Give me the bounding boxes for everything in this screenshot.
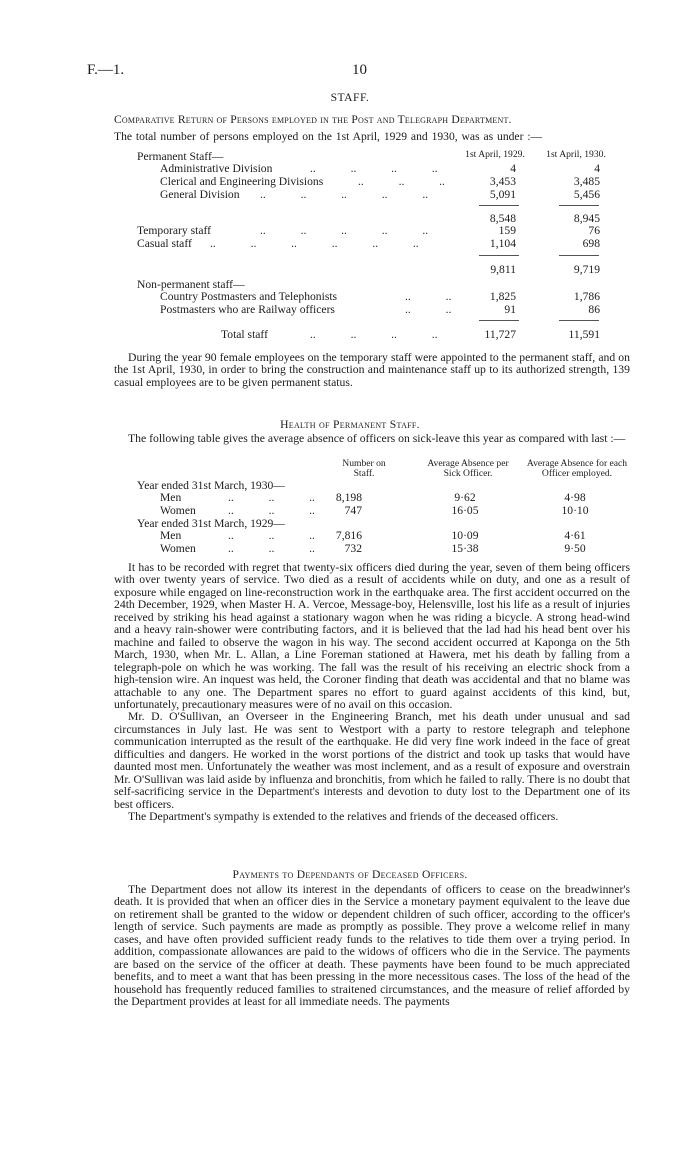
sum-rule: [479, 205, 519, 206]
leader-dots: .. .. ..: [228, 542, 315, 555]
sum-rule: [479, 255, 519, 256]
staff-note-paragraph: During the year 90 female employees on the temporary staff were appointed to the permanent staff, and on the 1st April, 1930, in order to bring the construction and maintenance staff up to its authorized strength, 139 casual employees are to be given permanent status.: [114, 351, 630, 389]
page-title: STAFF.: [330, 91, 370, 104]
osullivan-paragraph: Mr. D. O'Sullivan, an Overseer in the Engineering Branch, met his death under unusual and sad circumstances in July last. He was sent to Westport with a party to restore telegraph and telephone communication interrupted as the result of the earthquake. He did very fine work indeed in the face of great difficulties and dangers. He worked in the worst portions of the district and took up tasks that would have daunted most men. Unfortunately the weather was most inclement, and as a result of exposure and overstrain Mr. O'Sullivan was laid aside by influenza and bronchitis, from which he failed to rally. There is no doubt that self-sacrificing service in the Department's interests and devotion to duty lost to the Department one of its best officers.: [114, 710, 630, 811]
leader-dots: .. .. .. .. ..: [260, 224, 429, 237]
year-1929-label: Year ended 31st March, 1929—: [137, 517, 285, 530]
accident-paragraph: It has to be recorded with regret that twenty-six officers died during the year, seven of them being officers with over twenty years of service. Two died as a result of accidents while on duty, and one as a result of exposure while engaged on line-reconstruction work in the earthquake area. The first accident occurred on the 24th December, 1929, when Master H. A. Vercoe, Message-boy, Helensville, lost his life as a result of injuries received by striking his head against a stationary wagon when he was riding a bicycle. A strong head-wind and a heavy rain-shower were contributing factors, and it is believed that the lad had his head bent over his machine and failed to observe the wagon in his way. The second accident occurred at Kaponga on the 5th March, 1930, when Mr. L. Allan, a Line Foreman stationed at Hawera, met his death by falling from a telegraph-pole on which he was working. The fall was the result of his receiving an electric shock from a high-tension wire. An inquest was held, the Coroner finding that death was accidental and that no blame was attachable to any one. The Department spares no effort to guard against accidents of this kind, but, unfortunately, precautionary measures were of no avail on this occasion.: [114, 561, 630, 711]
staff-return-heading: Comparative Return of Persons employed in the Post and Telegraph Department.: [114, 113, 512, 126]
nonpermanent-label: Non-permanent staff—: [137, 278, 245, 291]
health-intro: The following table gives the average absence of officers on sick-leave this year as compared with last :—: [128, 432, 626, 445]
leader-dots: .. .. ..: [228, 491, 315, 504]
page-number: 10: [352, 62, 367, 78]
permanent-staff-label: Permanent Staff—: [137, 150, 224, 163]
leader-dots: .. .. .. ..: [310, 162, 438, 175]
payments-paragraph: The Department does not allow its interest in the dependants of officers to cease on the breadwinner's death. It is provided that when an officer dies in the Service a monetary payment equivalent to the leave due on retirement shall be granted to the widow or dependent children of such officer, according to the officer's length of service. Such payments are made as promptly as possible. They prove a welcome relief in many cases, and have often provided sufficient ready funds to the relatives to tide them over a trying period. In addition, compassionate allowances are paid to the widows of officers who die in the Service. The payments are based on the service of the officer at death. These payments have been found to be much appreciated benefits, and to meet a want that has been pressing in the more necessitous cases. The loss of the head of the household has frequently reduced families to straitened circumstances, and the measure of relief afforded by the Department provides at least for all immediate needs. The payments: [114, 883, 630, 1009]
col-header-avg-each: Average Absence for each Officer employed.: [526, 458, 628, 479]
leader-dots: .. ..: [405, 290, 452, 303]
sum-rule: [479, 320, 519, 321]
leader-dots: .. .. ..: [228, 529, 315, 542]
payments-body: [114, 884, 630, 1009]
leader-dots: .. .. .. .. .. ..: [210, 237, 419, 250]
health-body: [114, 562, 630, 824]
sum-rule: [559, 255, 599, 256]
col-header-1929: 1st April, 1929.: [465, 149, 525, 160]
payments-heading: Payments to Dependants of Deceased Officers.: [232, 868, 468, 881]
leader-dots: .. .. ..: [228, 504, 315, 517]
sum-rule: [559, 320, 599, 321]
leader-dots: .. .. ..: [358, 175, 445, 188]
leader-dots: .. ..: [405, 303, 452, 316]
health-heading: Health of Permanent Staff.: [280, 418, 420, 431]
year-1930-label: Year ended 31st March, 1930—: [137, 479, 285, 492]
col-header-number: Number on Staff.: [342, 458, 386, 479]
col-header-avg-sick: Average Absence per Sick Officer.: [427, 458, 509, 479]
sympathy-paragraph: The Department's sympathy is extended to the relatives and friends of the deceased officers.: [128, 810, 559, 824]
col-header-1930: 1st April, 1930.: [546, 149, 606, 160]
leader-dots: .. .. .. .. ..: [260, 188, 429, 201]
sum-rule: [559, 205, 599, 206]
staff-return-intro: The total number of persons employed on the 1st April, 1929 and 1930, was as under :—: [114, 130, 543, 143]
leader-dots: .. .. .. ..: [310, 328, 438, 341]
document-reference: F.—1.: [87, 62, 125, 78]
